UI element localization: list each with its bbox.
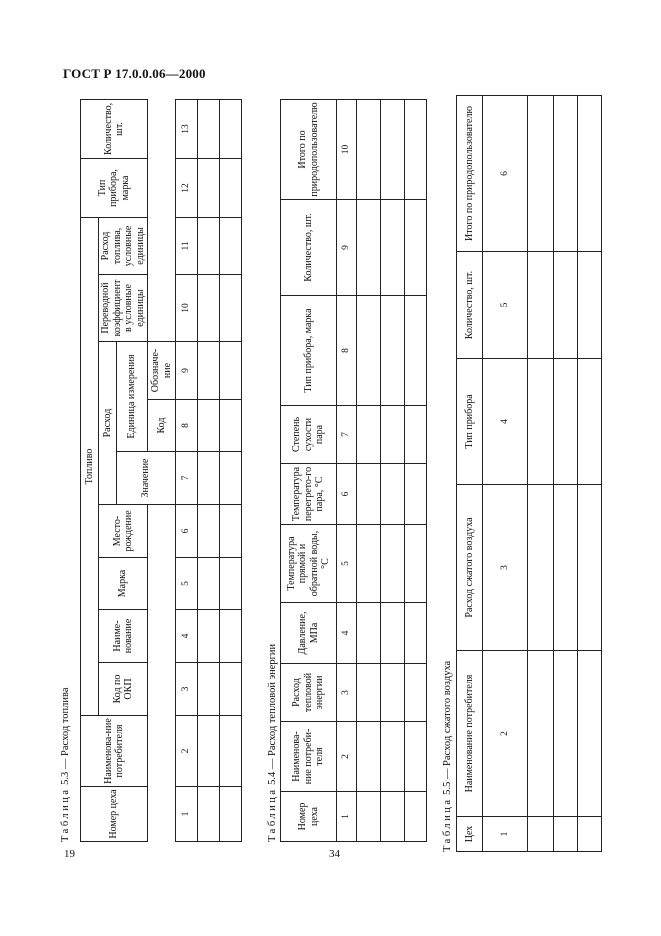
table-row-numbers [337,100,357,842]
col-group-toplivo: Топливо [81,217,99,715]
col-number: 1 [337,792,357,842]
table-row [528,96,554,852]
table-row [220,99,242,841]
col-number: 11 [176,217,198,274]
col-itogo: Итого по природопользователю [281,100,337,200]
col-number: 3 [337,664,357,722]
col-number: 2 [176,716,198,787]
table-row [198,99,220,841]
col-ceh: Цех [457,817,483,852]
col-number: 5 [176,558,198,610]
col-number: 8 [176,400,198,452]
col-kod-okp: Код по ОКП [99,663,148,716]
col-number: 4 [337,603,357,664]
col-group-edinica-izmereniya: Единица измерения [117,342,148,452]
col-group-rashod: Расход [99,342,117,505]
col-rashod-teplovoy-energii: Расход тепловой энергии [281,664,337,722]
col-tip-pribora: Тип прибора, марка [81,158,148,217]
table-5-5-caption: Таблица 5.5 — Расход сжатого воздуха [442,660,453,852]
col-naimenovanie: Наиме-нование [99,610,148,663]
col-stepen-suhosti: Степень сухости пара [281,406,337,464]
table-row [381,100,405,842]
col-nomer-ceha: Номер цеха [281,792,337,842]
col-number: 9 [176,342,198,400]
table-5-5 [456,95,602,852]
col-number: 2 [337,722,357,792]
col-number: 10 [176,275,198,342]
col-nomer-ceha: Номер цеха [81,787,148,842]
col-number: 13 [176,99,198,158]
col-number: 9 [337,200,357,296]
col-marka: Марка [99,558,148,610]
col-number: 2 [483,651,528,817]
col-kolichestvo: Количество, шт. [281,200,337,296]
col-tip-pribora: Тип прибора, марка [281,296,337,406]
col-kolichestvo: Количество, шт. [457,252,483,359]
col-number: 6 [483,96,528,252]
table-5-3 [80,99,242,842]
document-header: ГОСТ Р 17.0.0.06—2000 [63,66,206,81]
col-number: 7 [176,452,198,505]
col-naimenovanie-potrebitelya: Наименова-ние потребителя [81,716,148,787]
col-davlenie: Давление, МПа [281,603,337,664]
col-number: 3 [176,663,198,716]
table-row [357,100,381,842]
col-oboznachenie: Обозначе-ние [148,342,176,400]
col-naimenovanie-potrebitelya: Наименование потребителя [457,651,483,817]
col-naimenovanie-potrebitelya: Наименова-ние потреби-теля [281,722,337,792]
col-kod: Код [148,400,176,452]
col-rashod-topliva-usl: Расход топлива, условные единицы [99,217,148,274]
col-number: 10 [337,100,357,200]
page-number-left: 19 [64,848,75,860]
col-number: 12 [176,158,198,217]
col-number: 8 [337,296,357,406]
table-row [578,96,602,852]
col-temperatura-para: Температура перегрето-го пара, °С [281,464,337,525]
col-number: 5 [483,252,528,359]
table-row-numbers [483,96,528,852]
page-number-center: 34 [329,848,340,860]
col-number: 5 [337,525,357,603]
col-number: 6 [176,505,198,558]
col-rashod-szhatogo-vozduha: Расход сжатого воздуха [457,485,483,651]
table-row [554,96,578,852]
col-tip-pribora: Тип прибора [457,359,483,485]
table-5-4-caption: Таблица 5.4 — Расход тепловой энергии [267,643,278,842]
col-kolichestvo: Количество, шт. [81,99,148,158]
col-itogo: Итого по природопользователю [457,96,483,252]
col-temperatura-vody: Температура прямой и обратной воды, °С [281,525,337,603]
col-number: 7 [337,406,357,464]
col-perevodnoy-koef: Переводной коэффициент в условные единицы [99,275,148,342]
col-znachenie: Значение [117,452,176,505]
col-number: 1 [483,817,528,852]
col-number: 6 [337,464,357,525]
col-number: 3 [483,485,528,651]
col-mestorozhdenie: Место-рождение [99,505,148,558]
col-number: 4 [483,359,528,485]
col-number: 4 [176,610,198,663]
col-number: 1 [176,787,198,842]
table-5-3-caption: Таблица 5.3 — Расход топлива [60,687,71,842]
table-row [405,100,427,842]
table-row-numbers [176,99,198,841]
table-5-4 [280,99,427,842]
